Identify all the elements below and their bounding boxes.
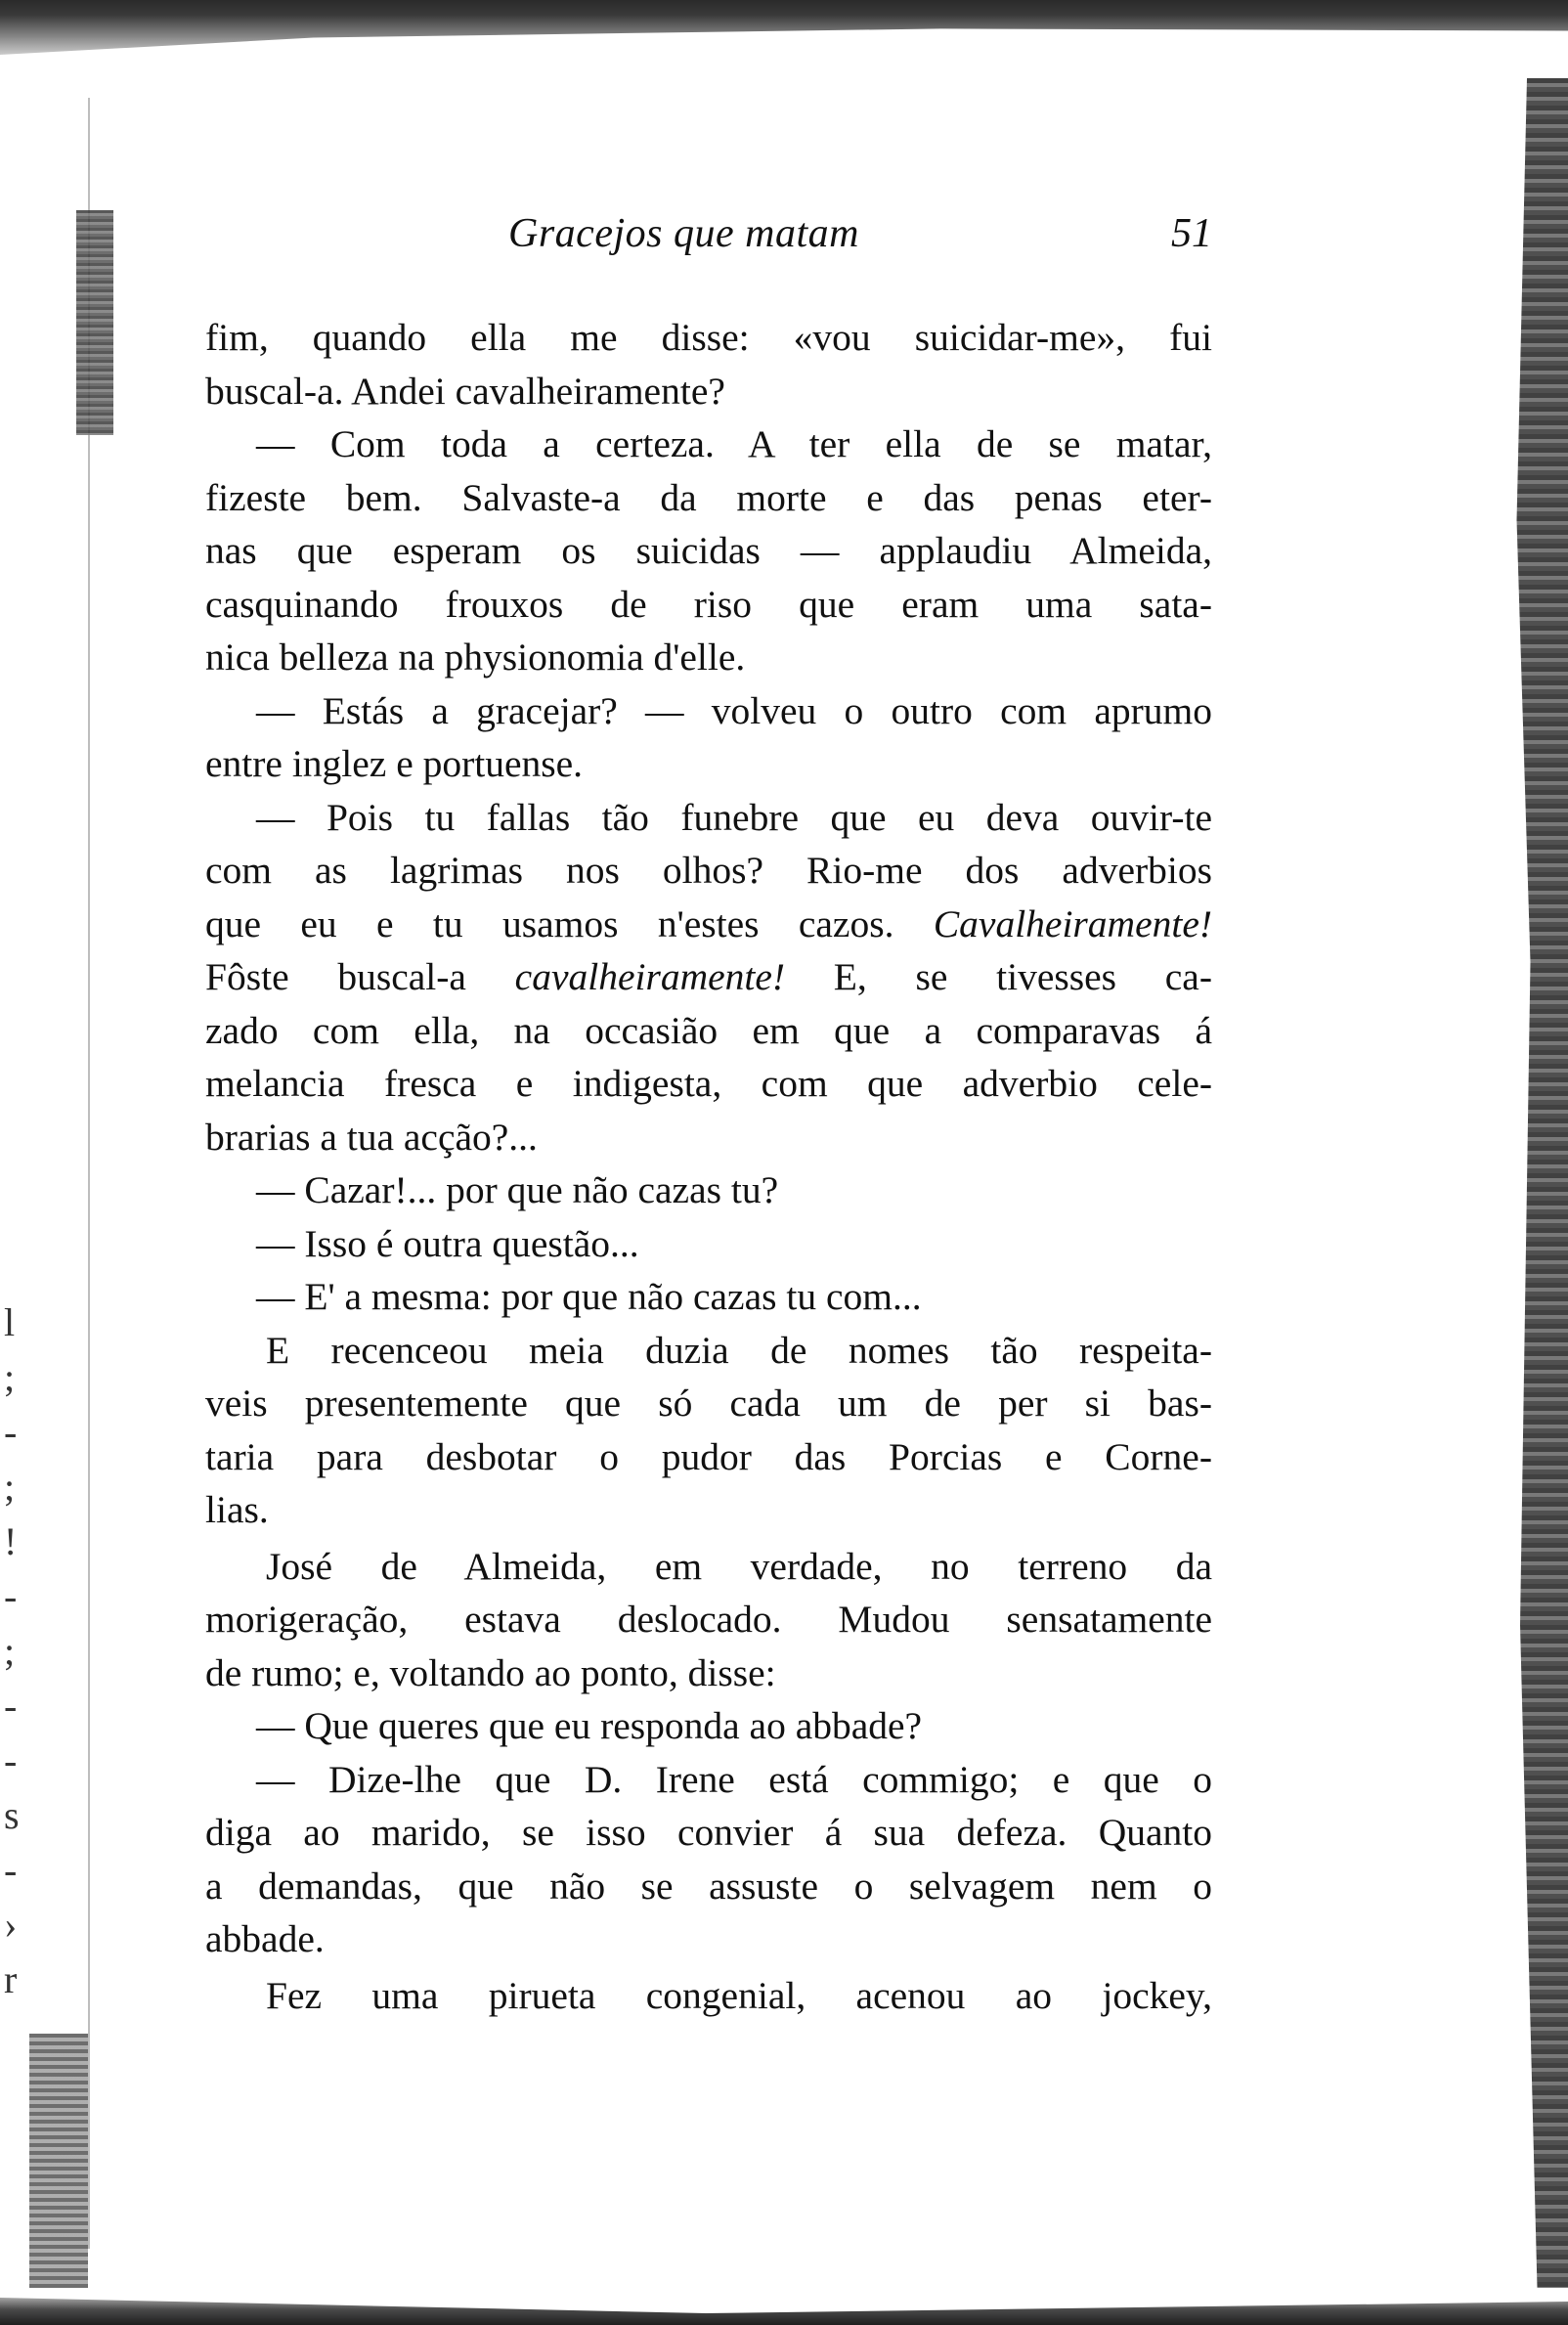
text-line: morigeração, estava deslocado. Mudou sensatamente bbox=[205, 1598, 1212, 1641]
text-line: José de Almeida, em verdade, no terreno da bbox=[266, 1544, 1212, 1588]
text-line: zado com ella, na occasião em que a comparavas á bbox=[205, 1008, 1212, 1052]
text-line: — Que queres que eu responda ao abbade? bbox=[256, 1704, 923, 1747]
text-line-part: que eu e tu usamos n'estes cazos. bbox=[205, 901, 894, 945]
text-line: de rumo; e, voltando ao ponto, disse: bbox=[205, 1650, 776, 1694]
text-line: abbade. bbox=[205, 1917, 325, 1960]
text-line: nica belleza na physionomia d'elle. bbox=[205, 636, 746, 679]
text-line: — E' a mesma: por que não cazas tu com... bbox=[256, 1275, 922, 1318]
text-line: entre inglez e portuense. bbox=[205, 742, 584, 785]
italic-word: cavalheiramente! bbox=[514, 955, 786, 998]
text-line: com as lagrimas nos olhos? Rio-me dos adverbios bbox=[205, 849, 1212, 892]
text-line: casquinando frouxos de riso que eram uma sata- bbox=[205, 582, 1212, 626]
scan-shadow-left-bottom bbox=[29, 2034, 88, 2288]
margin-mark: s bbox=[4, 1793, 20, 1837]
margin-mark: ; bbox=[4, 1629, 16, 1673]
italic-word: Cavalheiramente! bbox=[933, 901, 1212, 945]
text-line: — Estás a gracejar? — volveu o outro com aprumo bbox=[256, 688, 1212, 732]
text-line: fim, quando ella me disse: «vou suicidar-me», fui bbox=[205, 316, 1212, 359]
text-line: taria para desbotar o pudor das Porcias e Corne- bbox=[205, 1434, 1212, 1478]
running-title: Gracejos que matam bbox=[508, 211, 859, 256]
scan-shadow-bottom bbox=[0, 2286, 1568, 2325]
margin-mark: ; bbox=[4, 1465, 16, 1509]
text-line: — Pois tu fallas tão funebre que eu deva ouvir-te bbox=[256, 795, 1212, 839]
running-head bbox=[205, 210, 1212, 279]
text-line: brarias a tua acção?... bbox=[205, 1115, 538, 1159]
margin-mark: - bbox=[4, 1848, 18, 1892]
margin-mark: › bbox=[4, 1903, 18, 1947]
text-line: melancia fresca e indigesta, com que adverbio cele- bbox=[205, 1062, 1212, 1105]
text-line: — Dize-lhe que D. Irene está commigo; e que o bbox=[256, 1757, 1212, 1801]
scan-shadow-top bbox=[0, 0, 1568, 68]
text-line: diga ao marido, se isso convier á sua defeza. Quanto bbox=[205, 1811, 1212, 1854]
text-line: nas que esperam os suicidas — applaudiu Almeida, bbox=[205, 529, 1212, 572]
margin-mark: - bbox=[4, 1684, 18, 1728]
text-line: Fez uma pirueta congenial, acenou ao jockey, bbox=[266, 1973, 1212, 2017]
page-body bbox=[205, 311, 1212, 2022]
scan-shadow-left-top bbox=[76, 210, 113, 435]
text-line: — Isso é outra questão... bbox=[256, 1221, 639, 1265]
text-line: a demandas, que não se assuste o selvagem nem o bbox=[205, 1864, 1212, 1908]
margin-mark: - bbox=[4, 1574, 18, 1618]
scan-shadow-right bbox=[1500, 78, 1568, 2288]
text-line bbox=[205, 950, 1212, 1004]
text-line: veis presentemente que só cada um de per si bas- bbox=[205, 1382, 1212, 1425]
text-line: — Cazar!... por que não cazas tu? bbox=[256, 1168, 779, 1211]
text-line: buscal-a. Andei cavalheiramente? bbox=[205, 369, 725, 413]
text-line: lias. bbox=[205, 1488, 269, 1531]
text-line-part: Fôste buscal-a bbox=[205, 955, 466, 998]
margin-mark: - bbox=[4, 1410, 18, 1454]
text-line: — Com toda a certeza. A ter ella de se matar, bbox=[256, 422, 1212, 465]
page-number: 51 bbox=[1171, 211, 1212, 256]
text-line-part: E, se tivesses ca- bbox=[785, 955, 1212, 998]
margin-mark: - bbox=[4, 1738, 18, 1782]
text-line: fizeste bem. Salvaste-a da morte e das penas eter- bbox=[205, 475, 1212, 519]
text-line: E recenceou meia duzia de nomes tão respeita- bbox=[266, 1328, 1212, 1372]
text-line bbox=[205, 898, 1212, 951]
margin-mark: ! bbox=[4, 1519, 18, 1563]
margin-mark: ; bbox=[4, 1355, 16, 1399]
margin-mark: r bbox=[4, 1957, 18, 2001]
facing-page-margin bbox=[4, 1295, 33, 2007]
margin-mark: l bbox=[4, 1300, 16, 1344]
